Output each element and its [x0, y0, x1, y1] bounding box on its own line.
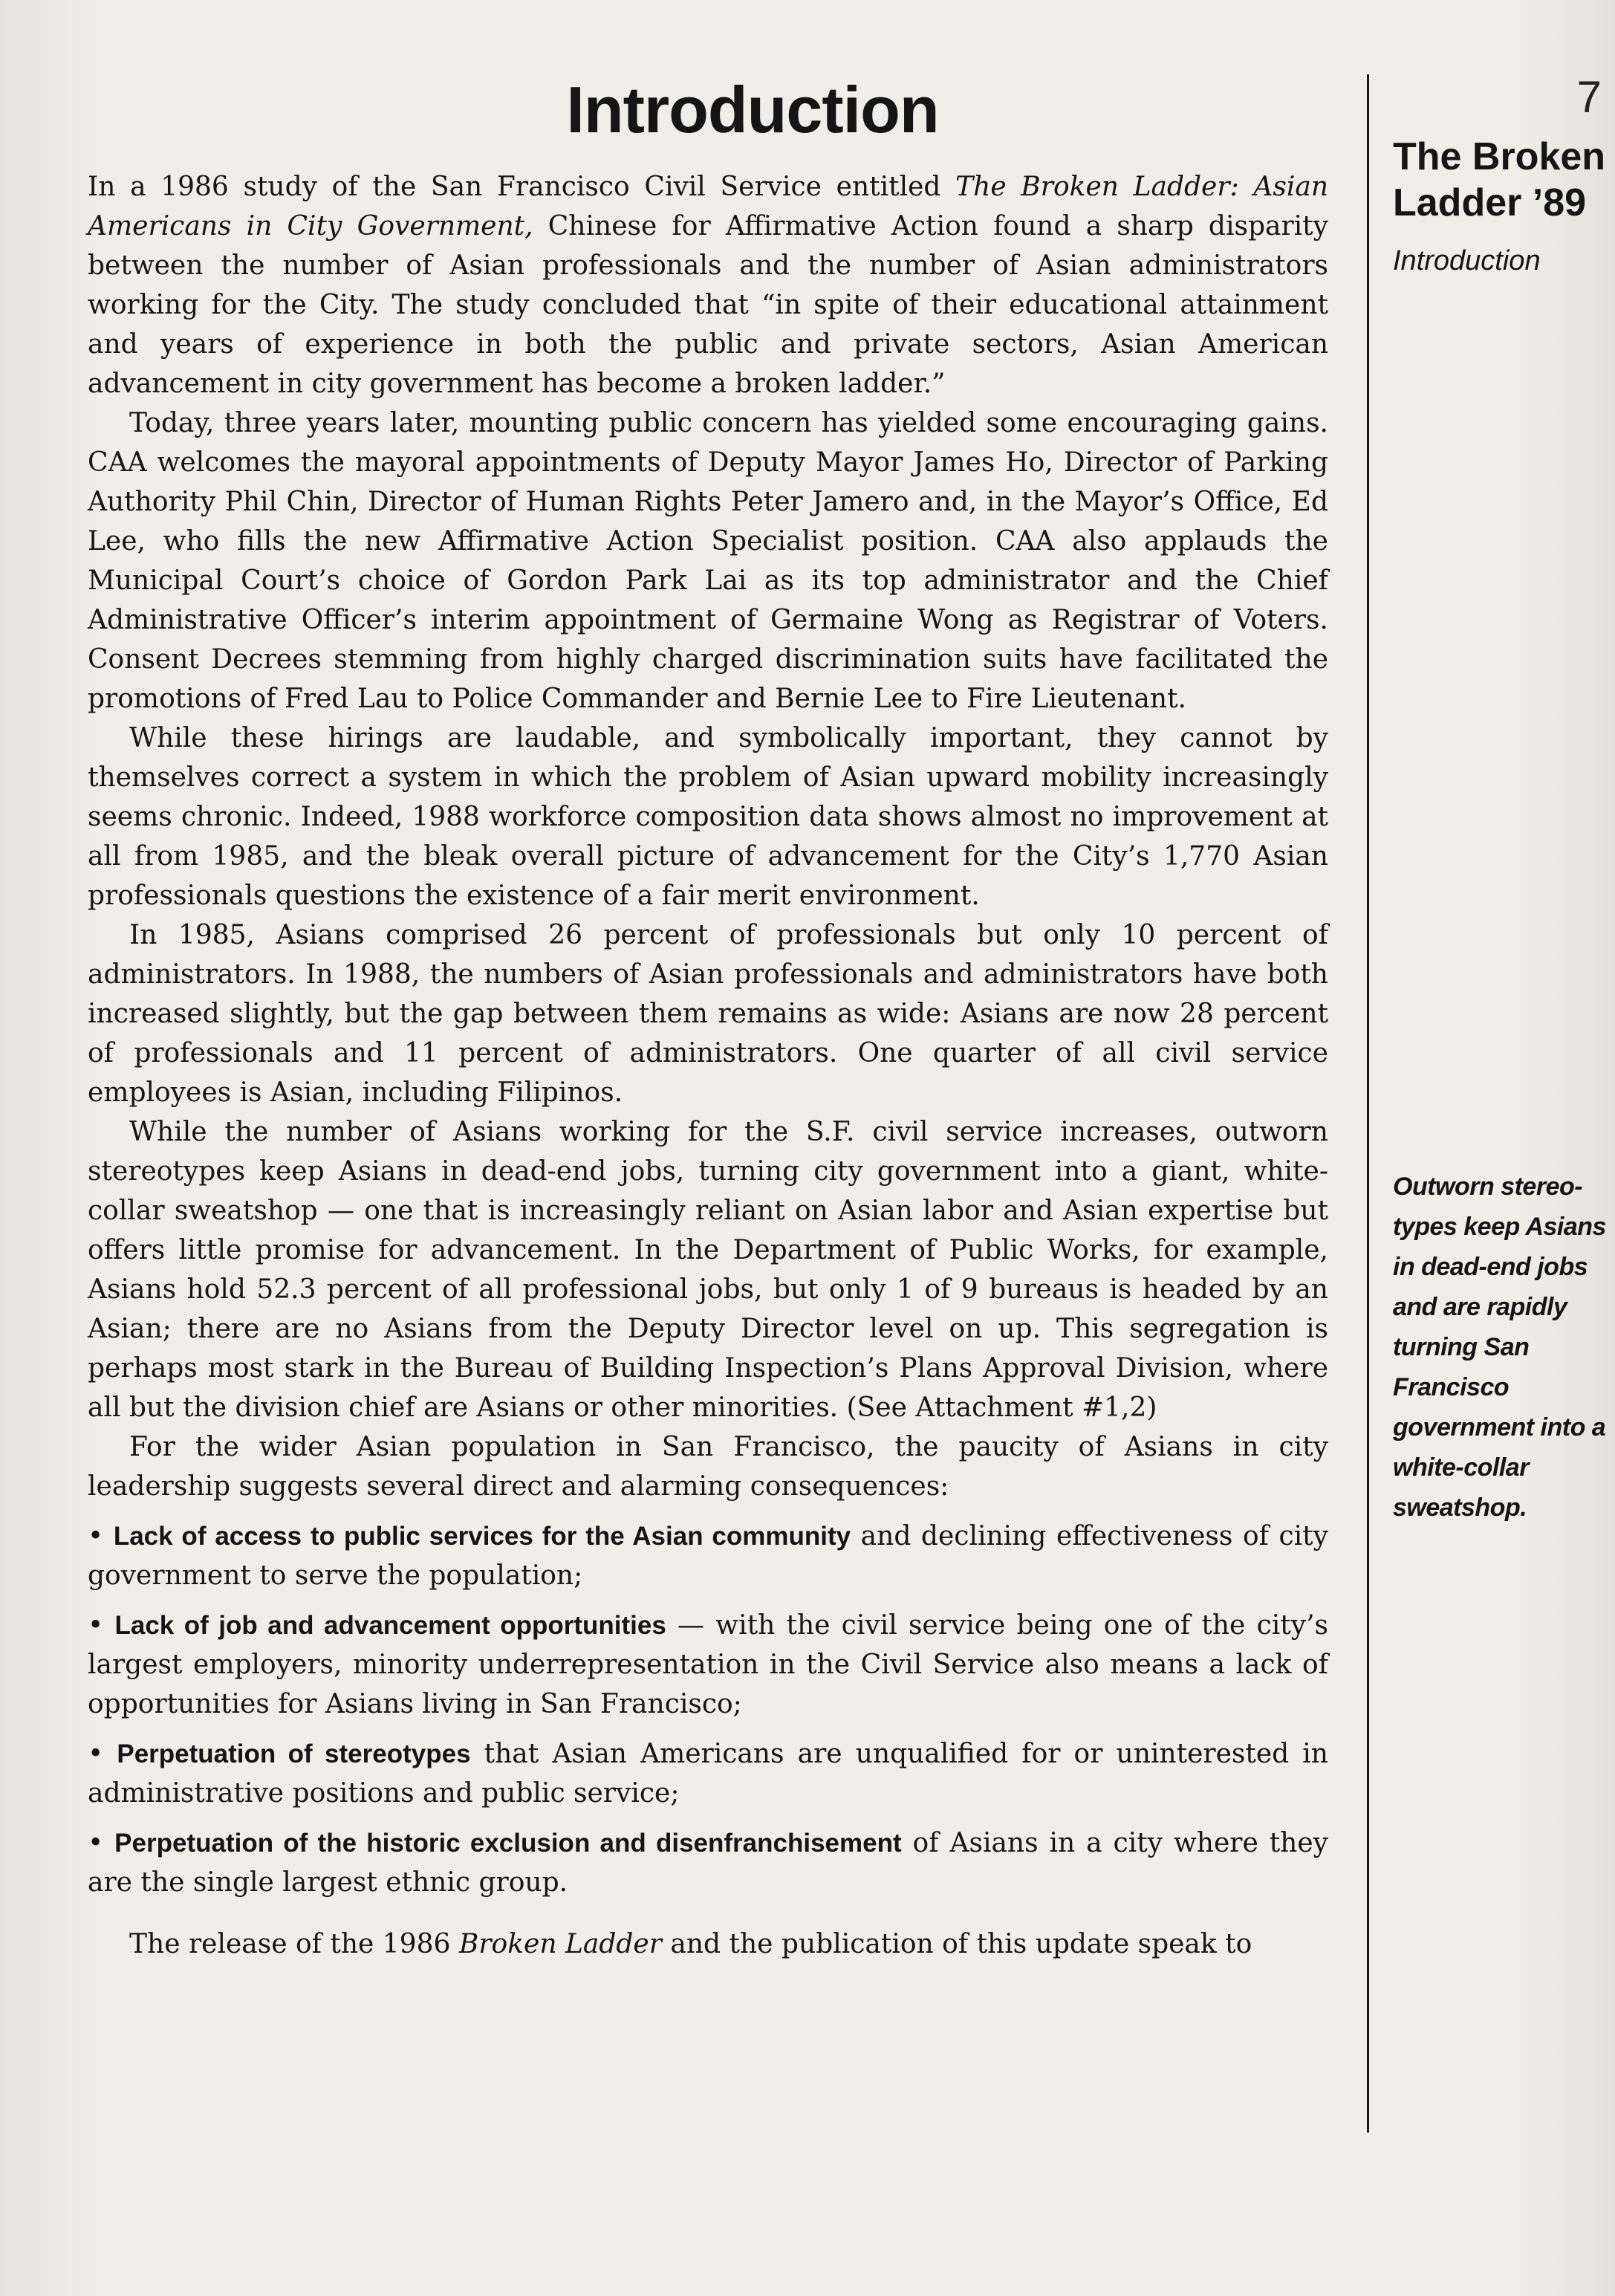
paragraph-1-text-b: Chinese for Affirmative Action found a sharp disparity between the number of Asian professionals and the number of Asian administrators working for the City. The study concluded that “in spite of their educational attainment and years of experience in both the public and private sectors, Asian American advancement in city government has become a broken ladder.”	[88, 210, 1328, 399]
paragraph-6: For the wider Asian population in San Francisco, the paucity of Asians in city leadership suggests several direct and alarming consequences:	[88, 1431, 1328, 1502]
bullet-lead: Perpetuation of stereotypes	[117, 1739, 471, 1768]
study-title: The Broken Ladder: Asian Americans in City Government,	[88, 171, 1328, 241]
paragraph-1-text-a: In a 1986 study of the San Francisco Civil Service entitled	[88, 171, 956, 202]
pull-quote: Outworn stereo-types keep Asians in dead-end jobs and are rapidly turning San Francisco government into a white-collar sweatshop.	[1393, 1173, 1606, 1522]
bullet-text: that Asian Americans are unqualified for or uninterested in administrative positions and public service;	[88, 1738, 1328, 1809]
report-title: Broken Ladder	[458, 1928, 662, 1959]
bullet-text: and declining effectiveness of city government to serve the population;	[88, 1520, 1328, 1591]
bullet-text: — with the civil service being one of the city’s largest employers, minority underrepresentation in the Civil Service also means a lack of opportunities for Asians living in San Francisco;	[88, 1609, 1328, 1719]
bullet-lead: Lack of access to public services for the Asian community	[113, 1521, 851, 1551]
sidebar-subtitle: Introduction	[1393, 245, 1541, 276]
article-body	[88, 74, 1328, 1964]
article-title: Introduction	[566, 73, 939, 146]
paragraph-7-text-a: The release of the 1986	[129, 1928, 459, 1959]
page-number: 7	[1576, 72, 1602, 122]
sidebar-title-line-2: Ladder ’89	[1393, 181, 1587, 224]
sidebar-title	[1393, 134, 1608, 226]
paragraph-3: While these hirings are laudable, and symbolically important, they cannot by themselves correct a system in which the problem of Asian upward mobility increasingly seems chronic. Indeed, 1988 workforce composition data shows almost no improvement at all from 1985, and the bleak overall picture of advancement for the City’s 1,770 Asian professionals questions the existence of a fair merit environment.	[88, 722, 1328, 911]
column-divider	[1367, 74, 1369, 2133]
bullet-item: • Lack of access to public services for the Asian community and declining effectiveness of city government to serve the population;	[88, 1520, 1328, 1591]
bullet-text: of Asians in a city where they are the single largest ethnic group.	[88, 1827, 1328, 1898]
paragraph-4: In 1985, Asians comprised 26 percent of professionals but only 10 percent of administrators. In 1988, the numbers of Asian professionals and administrators have both increased slightly, but the gap between them remains as wide: Asians are now 28 percent of professionals and 11 percent of administrators. One quarter of all civil service employees is Asian, including Filipinos.	[88, 919, 1328, 1108]
bullet-item: • Lack of job and advancement opportunities — with the civil service being one of the city’s largest employers, minority underrepresentation in the Civil Service also means a lack of opportunities for Asians living in San Francisco;	[88, 1609, 1328, 1719]
paragraph-1	[88, 167, 1328, 403]
bullet-lead: Lack of job and advancement opportunities	[114, 1610, 666, 1640]
bullet-item: • Perpetuation of stereotypes that Asian Americans are unqualified for or uninterested in administrative positions and public service;	[88, 1738, 1328, 1809]
paragraph-5: While the number of Asians working for the S.F. civil service increases, outworn stereotypes keep Asians in dead-end jobs, turning city government into a giant, white-collar sweatshop — one that is increasingly reliant on Asian labor and Asian expertise but offers little promise for advancement. In the Department of Public Works, for example, Asians hold 52.3 percent of all professional jobs, but only 1 of 9 bureaus is headed by an Asian; there are no Asians from the Deputy Director level on up. This segregation is perhaps most stark in the Bureau of Building Inspection’s Plans Approval Division, where all but the division chief are Asians or other minorities. (See Attachment #1,2)	[88, 1116, 1328, 1423]
bullet-item: • Perpetuation of the historic exclusion and disenfranchisement of Asians in a city where they are the single largest ethnic group.	[88, 1827, 1328, 1898]
paragraph-7	[88, 1924, 1328, 1964]
paragraph-7-text-b: and the publication of this update speak to	[661, 1928, 1252, 1959]
paragraph-2: Today, three years later, mounting public concern has yielded some encouraging gains. CAA welcomes the mayoral appointments of Deputy Mayor James Ho, Director of Parking Authority Phil Chin, Director of Human Rights Peter Jamero and, in the Mayor’s Office, Ed Lee, who fills the new Affirmative Action Specialist position. CAA also applauds the Municipal Court’s choice of Gordon Park Lai as its top administrator and the Chief Administrative Officer’s interim appointment of Germaine Wong as Registrar of Voters. Consent Decrees stemming from highly charged discrimination suits have facilitated the promotions of Fred Lau to Police Commander and Bernie Lee to Fire Lieutenant.	[88, 407, 1328, 714]
sidebar-title-line-1: The Broken	[1393, 135, 1606, 178]
bullet-lead: Perpetuation of the historic exclusion and disenfranchisement	[114, 1828, 902, 1858]
